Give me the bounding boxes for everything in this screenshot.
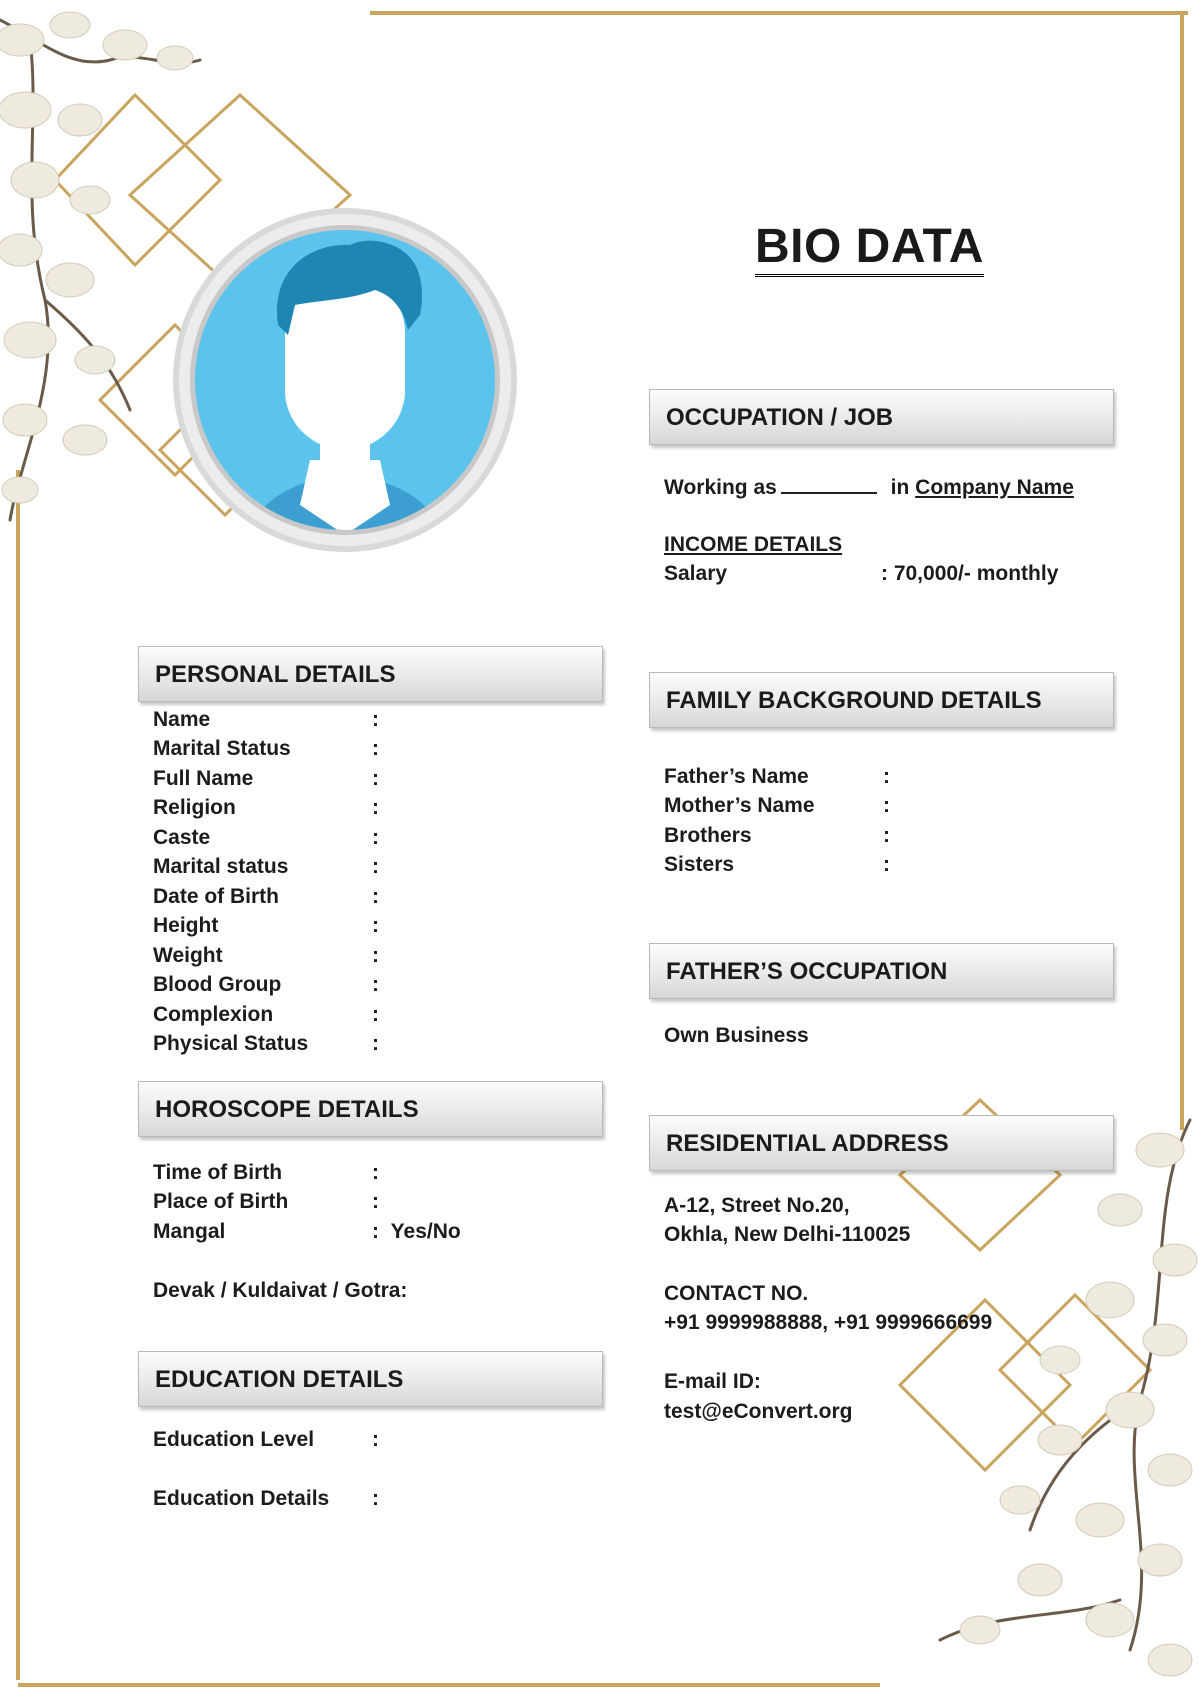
row-colon: : [372, 796, 379, 819]
mangal-value: Yes/No [390, 1220, 461, 1243]
personal-row [153, 914, 379, 938]
row-label: Sisters [664, 853, 735, 876]
fathers-occupation-header: FATHER’S OCCUPATION [649, 943, 1114, 999]
row-label: Blood Group [153, 973, 282, 996]
row-label: Education Details [153, 1487, 330, 1510]
row-label: Weight [153, 944, 223, 967]
row-label: Brothers [664, 824, 752, 847]
salary-label: Salary [664, 562, 728, 585]
income-details-heading: INCOME DETAILS [664, 533, 843, 556]
row-label: Full Name [153, 767, 254, 790]
horoscope-row [153, 1190, 379, 1214]
education-details-header: EDUCATION DETAILS [138, 1351, 603, 1407]
profile-avatar-icon [170, 205, 520, 555]
horoscope-row [153, 1220, 461, 1244]
personal-row [153, 855, 379, 879]
row-label: Marital Status [153, 737, 291, 760]
personal-row [153, 1003, 379, 1027]
address-line-1: A-12, Street No.20, [664, 1194, 850, 1217]
row-colon: : [372, 973, 379, 996]
personal-row [153, 708, 379, 732]
row-label: Name [153, 708, 211, 731]
row-colon: : [883, 765, 890, 788]
email-label: E-mail ID: [664, 1370, 761, 1393]
row-colon: : [372, 737, 379, 760]
working-as-line [664, 474, 1074, 500]
personal-row [153, 944, 379, 968]
row-label: Height [153, 914, 219, 937]
education-row [153, 1487, 379, 1511]
row-label: Mother’s Name [664, 794, 815, 817]
education-row [153, 1428, 379, 1452]
contact-value: +91 9999988888, +91 9999666699 [664, 1311, 993, 1334]
row-label: Mangal [153, 1220, 226, 1243]
row-label: Father’s Name [664, 765, 809, 788]
salary-value: : 70,000/- monthly [881, 562, 1059, 585]
row-colon: : [372, 855, 379, 878]
residential-address-header: RESIDENTIAL ADDRESS [649, 1115, 1114, 1171]
fathers-occupation-value: Own Business [664, 1024, 809, 1047]
contact-label: CONTACT NO. [664, 1282, 809, 1305]
horoscope-row [153, 1161, 379, 1185]
row-colon: : [372, 914, 379, 937]
row-label: Physical Status [153, 1032, 309, 1055]
row-colon: : [372, 1487, 379, 1510]
family-row [664, 853, 890, 877]
personal-row [153, 767, 379, 791]
address-line-2: Okhla, New Delhi-110025 [664, 1223, 911, 1246]
gotra-label: Devak / Kuldaivat / Gotra: [153, 1279, 408, 1302]
row-colon: : [372, 1161, 379, 1184]
row-label: Date of Birth [153, 885, 279, 908]
personal-row [153, 1032, 379, 1056]
company-name: Company Name [915, 476, 1074, 499]
row-colon: : [883, 794, 890, 817]
working-as-label: Working as [664, 476, 777, 499]
row-colon: : [372, 1190, 379, 1213]
row-colon: : [372, 885, 379, 908]
row-colon: : [372, 708, 379, 731]
row-label: Complexion [153, 1003, 274, 1026]
row-colon: : [372, 1032, 379, 1055]
row-colon: : [372, 1428, 379, 1451]
row-label: Place of Birth [153, 1190, 289, 1213]
family-row [664, 794, 890, 818]
row-label: Time of Birth [153, 1161, 283, 1184]
horoscope-details-header: HOROSCOPE DETAILS [138, 1081, 603, 1137]
row-colon: : [372, 1003, 379, 1026]
row-colon: : [883, 853, 890, 876]
email-value: test@eConvert.org [664, 1400, 853, 1423]
row-colon: : [883, 824, 890, 847]
row-label: Caste [153, 826, 211, 849]
personal-details-header: PERSONAL DETAILS [138, 646, 603, 702]
occupation-header: OCCUPATION / JOB [649, 389, 1114, 445]
family-background-header: FAMILY BACKGROUND DETAILS [649, 672, 1114, 728]
row-colon: : [372, 767, 379, 790]
family-row [664, 824, 890, 848]
in-label: in [890, 476, 910, 499]
row-colon: : [372, 944, 379, 967]
row-colon: : [372, 826, 379, 849]
personal-row [153, 973, 379, 997]
personal-row [153, 885, 379, 909]
personal-row [153, 737, 379, 761]
row-label: Religion [153, 796, 236, 819]
page-title: BIO DATA [755, 222, 984, 277]
row-label: Marital status [153, 855, 289, 878]
working-as-blank [781, 474, 877, 494]
row-colon: : [372, 1220, 379, 1243]
personal-row [153, 796, 379, 820]
row-label: Education Level [153, 1428, 315, 1451]
family-row [664, 765, 890, 789]
personal-row [153, 826, 379, 850]
